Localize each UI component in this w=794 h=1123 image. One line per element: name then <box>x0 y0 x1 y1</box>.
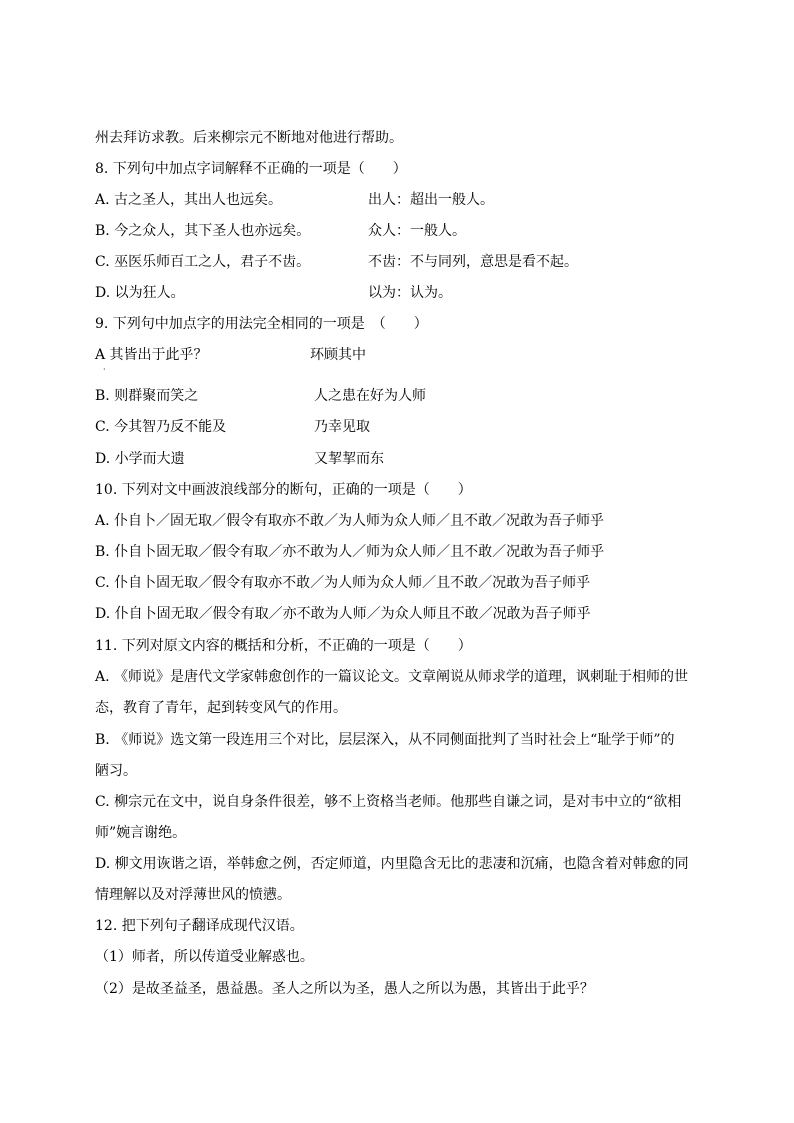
q8-option-b: B. 今之众人，其下圣人也亦远矣。 <box>95 223 311 239</box>
emphasis-dot-mark: · <box>103 365 106 374</box>
question-9-stem: 9. 下列句中加点字的用法完全相同的一项是 （ ） <box>95 316 428 332</box>
q11-line: D. 柳文用诙谐之语，举韩愈之例，否定师道，内里隐含无比的悲凄和沉痛，也隐含着对韩愈的同 <box>95 856 689 872</box>
q10-option-b: B. 仆自卜固无取／假令有取／亦不敢为人／师为众人师／且不敢／况敢为吾子师乎 <box>95 544 605 560</box>
q9-option-d-pair: 又挈挈而东 <box>314 451 384 467</box>
q10-option-a: A. 仆自卜／固无取／假令有取亦不敢／为人师为众人师／且不敢／况敢为吾子师乎 <box>95 513 605 529</box>
question-12-stem: 12. 把下列句子翻译成现代汉语。 <box>95 918 304 934</box>
q8-option-d-gloss: 以为：认为。 <box>368 285 452 301</box>
q8-option-c: C. 巫医乐师百工之人，君子不齿。 <box>95 254 311 270</box>
question-11-stem: 11. 下列对原文内容的概括和分析，不正确的一项是（ ） <box>95 638 472 654</box>
q8-option-c-gloss: 不齿：不与同列，意思是看不起。 <box>368 254 578 270</box>
q9-option-d: D. 小学而大遗 <box>95 451 185 467</box>
q8-option-d: D. 以为狂人。 <box>95 285 185 301</box>
q11-line: A. 《师说》是唐代文学家韩愈创作的一篇议论文。文章阐说从师求学的道理，讽刺耻于相师的世 <box>95 669 689 685</box>
q8-option-a-gloss: 出人：超出一般人。 <box>368 192 494 208</box>
q12-item-1: （1）师者，所以传道受业解惑也。 <box>95 949 314 965</box>
q10-option-c: C. 仆自卜固无取／假令有取亦不敢／为人师为众人师／且不敢／况敢为吾子师乎 <box>95 575 591 591</box>
q9-option-a-pair: 环顾其中 <box>310 347 366 363</box>
q11-line: B. 《师说》选文第一段连用三个对比，层层深入，从不同侧面批判了当时社会上“耻学于师”的 <box>95 732 675 748</box>
q11-line: 态，教育了青年，起到转变风气的作用。 <box>95 700 347 716</box>
q9-option-b-pair: 人之患在好为人师 <box>314 388 426 404</box>
q11-line: 情理解以及对浮薄世风的愤懑。 <box>95 887 291 903</box>
q8-option-b-gloss: 众人：一般人。 <box>368 223 466 239</box>
q10-option-d: D. 仆自卜固无取／假令有取／亦不敢为人师／为众人师且不敢／况敢为吾子师乎 <box>95 606 591 622</box>
q8-option-a: A. 古之圣人，其出人也远矣。 <box>95 192 283 208</box>
q11-line: 师”婉言谢绝。 <box>95 825 187 841</box>
question-8-stem: 8. 下列句中加点字词解释不正确的一项是（ ） <box>95 161 407 177</box>
intro-line: 州去拜访求教。后来柳宗元不断地对他进行帮助。 <box>95 130 403 146</box>
q9-option-c: C. 今其智乃反不能及 <box>95 419 227 435</box>
q11-line: C. 柳宗元在文中，说自身条件很差，够不上资格当老师。他那些自谦之词，是对韦中立的“欲相 <box>95 794 682 810</box>
q9-option-a: A 其皆出于此乎？ <box>95 347 208 363</box>
q9-option-b: B. 则群聚而笑之 <box>95 388 199 404</box>
q9-option-c-pair: 乃幸见取 <box>314 419 370 435</box>
question-10-stem: 10. 下列对文中画波浪线部分的断句，正确的一项是（ ） <box>95 482 472 498</box>
q12-item-2: （2）是故圣益圣，愚益愚。圣人之所以为圣，愚人之所以为愚，其皆出于此乎？ <box>95 981 594 997</box>
q11-line: 陋习。 <box>95 763 137 779</box>
